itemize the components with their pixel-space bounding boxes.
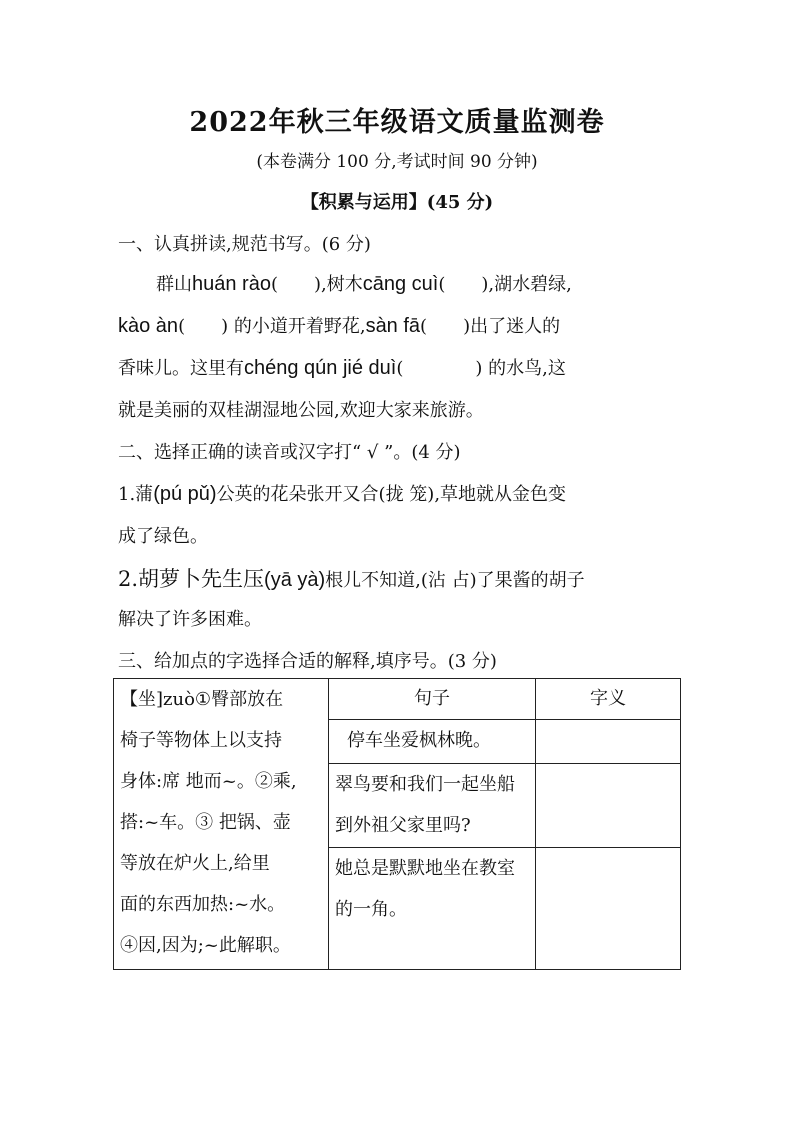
section-heading: 【积累与运用】(45 分) (300, 192, 494, 213)
definition-line: 椅子等物体上以支持 (120, 730, 282, 751)
exam-subtitle: (本卷满分 100 分,考试时间 90 分钟) (256, 152, 538, 172)
pinyin-cangcui: cāng cuì (362, 273, 439, 295)
q2-item-1-cont: 成了绿色。 (118, 526, 208, 547)
column-header-meaning: 字义 (536, 679, 681, 720)
page-title: 2022年秋三年级语文质量监测卷 (189, 107, 605, 138)
definition-line: 搭:~车。③ 把锅、壶 (120, 812, 291, 833)
sentence-text: 翠鸟要和我们一起坐船到外祖父家里吗? (335, 774, 515, 836)
q2-text: 公英的花朵张开又合(拢 笼),草地就从金色变 (216, 484, 567, 505)
q3-heading: 三、给加点的字选择合适的解释,填序号。(3 分) (118, 651, 497, 672)
q1-text: 群山 (156, 274, 192, 295)
q1-line-2 (118, 312, 560, 338)
definition-line: 【坐]zuò①臀部放在 (120, 689, 284, 710)
table-row (329, 764, 536, 848)
q2-heading: 二、选择正确的读音或汉字打“ √ ”。(4 分) (118, 442, 461, 463)
pinyin-chengqunjiedui: chéng qún jié duì (244, 357, 397, 379)
q2-text: 根儿不知道,(沾 占)了果酱的胡子 (325, 570, 585, 591)
meaning-answer-cell[interactable] (536, 764, 681, 848)
table-row (329, 720, 536, 764)
blank-answer[interactable]: ( )出了迷人的 (420, 316, 561, 337)
blank-answer[interactable]: ( ),湖水碧绿, (438, 274, 572, 295)
q1-text: 香味儿。这里有 (118, 358, 244, 379)
meaning-answer-cell[interactable] (536, 848, 681, 970)
definition-line: 等放在炉火上,给里 (120, 853, 270, 874)
sentence-text: 她总是默默地坐在教室的一角。 (335, 858, 515, 920)
q2-item-2-cont: 解决了许多困难。 (118, 609, 262, 630)
definition-line: 身体:席 地而~。②乘, (120, 771, 297, 792)
q2-text: 2.胡萝卜先生压 (118, 567, 265, 591)
q1-heading: 一、认真拼读,规范书写。(6 分) (118, 234, 371, 255)
sentence-text: 停车坐爱枫林晚。 (347, 730, 491, 751)
blank-answer[interactable]: ( ) 的小道开着野花, (178, 316, 366, 337)
blank-answer[interactable]: ( ),树木 (270, 274, 363, 295)
q1-line-4: 就是美丽的双桂湖湿地公园,欢迎大家来旅游。 (118, 400, 484, 421)
pinyin-choice[interactable]: (yā yà) (264, 569, 326, 591)
definition-table (113, 678, 681, 970)
q2-item-1 (118, 480, 566, 506)
pinyin-choice[interactable]: (pú pǔ) (153, 483, 217, 505)
q1-line-1 (156, 270, 572, 296)
blank-answer[interactable]: ( ) 的水鸟,这 (396, 358, 566, 379)
column-header-sentence: 句子 (329, 679, 536, 720)
definition-line: ④因,因为;~此解职。 (120, 935, 291, 956)
definition-line: 面的东西加热:~水。 (120, 894, 286, 915)
table-row (329, 848, 536, 970)
pinyin-huanrao: huán rào (192, 273, 271, 295)
q2-item-2 (118, 563, 585, 593)
meaning-answer-cell[interactable] (536, 720, 681, 764)
pinyin-sanfa: sàn fā (365, 315, 421, 337)
definition-cell (114, 679, 329, 970)
q2-text: 1.蒲 (118, 484, 154, 505)
q1-line-3 (118, 354, 566, 380)
pinyin-kaoan: kào àn (118, 315, 179, 337)
